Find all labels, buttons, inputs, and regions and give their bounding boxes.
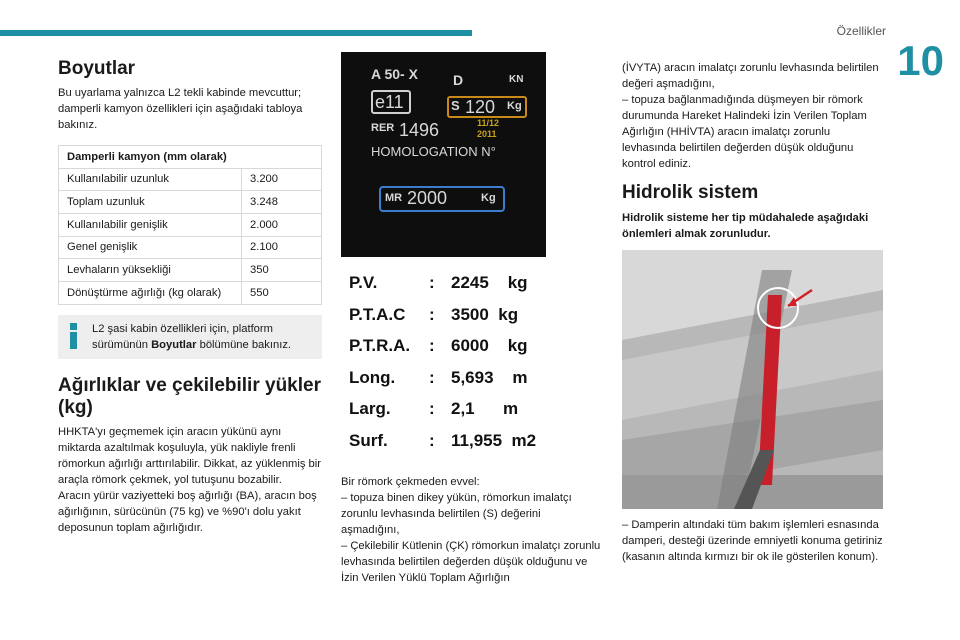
list-item: Long. : 5,693 m bbox=[349, 367, 528, 387]
table-header: Damperli kamyon (mm olarak) bbox=[59, 145, 322, 168]
dimensions-intro: Bu uyarlama yalnızca L2 tekli kabinde mevcuttur; damperli kamyon özellikleri için aşağıdaki tabloya bakınız. bbox=[58, 86, 303, 131]
list-item: P.T.R.A. : 6000 kg bbox=[349, 336, 528, 355]
trailer-text-5: – topuza bağlanmadığında düşmeyen bir römork durumunda Hareket Halindeki İzin Verilen Toplam Ağırlığın (HHİVTA) aracın imalatçı zorunlu levhasında belirtilen değerden düşük olduğunu kontrol ediniz. bbox=[622, 94, 867, 170]
table-row: Dönüştürme ağırlığı (kg olarak) 550 bbox=[59, 281, 322, 304]
heading-hydraulic: Hidrolik sistem bbox=[622, 182, 759, 203]
table-row: Toplam uzunluk 3.248 bbox=[59, 191, 322, 214]
trailer-text-3: – Çekilebilir Kütlenin (ÇK) römorkun imalatçı zorunlu levhasında belirtilen değerden düşük olduğunu ve İzin Verilen Yüklü Toplam Ağırlığın bbox=[341, 540, 601, 584]
hydraulic-lead: Hidrolik sisteme her tip müdahalede aşağıdaki önlemleri almak zorunludur. bbox=[622, 211, 869, 240]
column-hydraulic bbox=[622, 60, 886, 565]
hydraulic-body: – Damperin altındaki tüm bakım işlemleri esnasında damperi, desteği üzerinde emniyetli konuma getiriniz (kasanın altında kırmızı bir ok ile gösterilen konum). bbox=[622, 518, 883, 563]
weights-body-2: Aracın yürür vaziyetteki boş ağırlığı (BA), aracın boş ağırlığının, sürücünün (75 kg) ve %90'ı dolu yakıt deposunun toplam ağırlığıdır. bbox=[58, 490, 317, 535]
vehicle-registration-values bbox=[341, 273, 546, 462]
column-plate bbox=[341, 52, 601, 586]
table-row: Genel genişlik 2.100 bbox=[59, 236, 322, 259]
manufacturer-plate-image: A 50- X D KN e11 S 120 Kg RER 1496 11/12 2011 HOMOLOGATION N° MR 2000 Kg bbox=[341, 52, 546, 257]
table-row: Kullanılabilir uzunluk 3.200 bbox=[59, 168, 322, 191]
dimensions-table bbox=[58, 145, 322, 305]
column-dimensions bbox=[58, 56, 322, 536]
trailer-text-1: Bir römork çekmeden evvel: bbox=[341, 476, 480, 488]
tipper-support-illustration bbox=[622, 250, 883, 509]
table-row: Levhaların yüksekliği 350 bbox=[59, 259, 322, 282]
header-accent-bar bbox=[0, 30, 472, 36]
weights-body: HHKTA'yı geçmemek için aracın yükünü aynı miktarda azaltılmak koşuluyla, yük nakliyle frenli römorkun ağırlığı arttırılabilir. Dikkat, az yüklenmiş bir araçla römork çekmek, yol tutuşunu bozabilir. bbox=[58, 426, 321, 487]
info-icon bbox=[70, 323, 78, 349]
info-note: L2 şasi kabin özellikleri için, platform sürümünün Boyutlar bölümüne bakınız. bbox=[58, 315, 322, 359]
section-name: Özellikler bbox=[836, 24, 886, 38]
heading-weights: Ağırlıklar ve çekilebilir yükler (kg) bbox=[58, 374, 321, 418]
trailer-text-4: (İVYTA) aracın imalatçı zorunlu levhasında belirtilen değeri aşmadığını, bbox=[622, 62, 879, 90]
list-item: Larg. : 2,1 m bbox=[349, 399, 519, 418]
trailer-text-2: – topuza binen dikey yükün, römorkun imalatçı zorunlu levhasında belirtilen (S) değerini aşmadığını, bbox=[341, 492, 572, 536]
list-item: Surf. : 11,955 m2 bbox=[349, 430, 537, 450]
list-item: P.V. : 2245 kg bbox=[349, 273, 528, 292]
list-item: P.T.A.C : 3500 kg bbox=[349, 304, 519, 324]
heading-dimensions: Boyutlar bbox=[58, 58, 136, 79]
chapter-number: 10 bbox=[897, 37, 944, 84]
tipper-support-photo bbox=[622, 250, 883, 509]
table-row: Kullanılabilir genişlik 2.000 bbox=[59, 213, 322, 236]
